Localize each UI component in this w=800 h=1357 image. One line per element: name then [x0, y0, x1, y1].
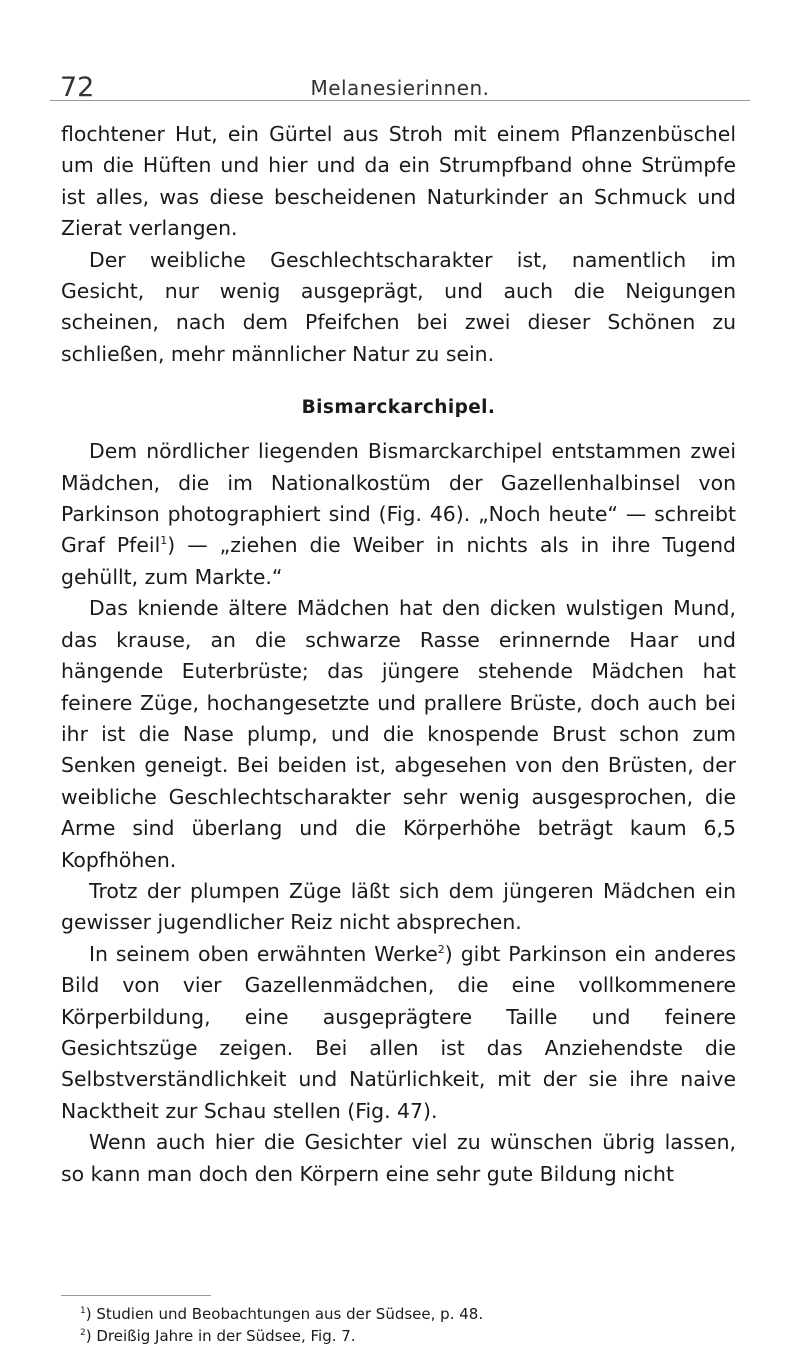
paragraph: flochtener Hut, ein Gürtel aus Stroh mit einem Pflanzenbüschel um die Hüften und hier und da ein Strumpfband ohne Strümpfe ist alles, was diese bescheidenen Naturkinder an Schmuck und Zierat verlangen.: [61, 122, 736, 241]
footnote-text: ) Dreißig Jahre in der Südsee, Fig. 7.: [85, 1327, 356, 1345]
paragraph-text: ) — „ziehen die Weiber in nichts als in ihre Tugend gehüllt, zum Markte.“: [61, 533, 736, 589]
footnote: [80, 1303, 483, 1325]
footnote-mark: 1: [80, 1306, 86, 1316]
footnote-rule: [61, 1295, 211, 1296]
paragraph-text: ) gibt Parkinson ein anderes Bild von vier Gazellenmädchen, die eine vollkommenere Körperbildung, eine ausgeprägtere Taille und feinere Gesichtszüge zeigen. Bei allen ist das Anziehendste die Selbstverständlichkeit und Natürlichkeit, mit der sie ihre naive Nacktheit zur Schau stellen (Fig. 47).: [61, 941, 736, 1123]
footnotes: [80, 1303, 483, 1347]
paragraph: Das kniende ältere Mädchen hat den dicken wulstigen Mund, das krause, an die schwarze Rasse erinnernde Haar und hängende Euterbrüste; das jüngere stehende Mädchen hat feinere Züge, hochangesetzte und prallere Brüste, doch auch bei ihr ist die Nase plump, und die knospende Brust schon zum Senken geneigt. Bei beiden ist, abgesehen von den Brüsten, der weibliche Geschlechtscharakter sehr wenig ausgesprochen, die Arme sind überlang und die Körperhöhe beträgt kaum 6,5 Kopfhöhen.: [61, 596, 736, 872]
body-text: [61, 119, 736, 1190]
paragraph: [61, 939, 736, 1127]
footnote-reference: 2: [437, 942, 445, 956]
paragraph: Trotz der plumpen Züge läßt sich dem jüngeren Mädchen ein gewisser jugendlicher Reiz nicht absprechen.: [61, 878, 736, 935]
paragraph: [61, 436, 736, 593]
footnote: [80, 1325, 483, 1347]
page-number: 72: [60, 72, 95, 103]
footnote-reference: 1: [160, 534, 168, 548]
footnote-text: ) Studien und Beobachtungen aus der Südsee, p. 48.: [85, 1305, 484, 1323]
section-heading: Bismarckarchipel.: [301, 397, 496, 419]
footnote-mark: 2: [80, 1328, 86, 1338]
paragraph-text: In seinem oben erwähnten Werke: [89, 941, 438, 966]
paragraph: Der weibliche Geschlechtscharakter ist, namentlich im Gesicht, nur wenig ausgeprägt, und auch die Neigungen scheinen, nach dem Pfeifchen bei zwei dieser Schönen zu schließen, mehr männlicher Natur zu sein.: [61, 247, 736, 366]
running-title: Melanesierinnen.: [310, 76, 490, 100]
header-rule: [50, 100, 750, 101]
paragraph: Wenn auch hier die Gesichter viel zu wünschen übrig lassen, so kann man doch den Körpern eine sehr gute Bildung nicht: [61, 1130, 736, 1186]
paragraph-text: Dem nördlicher liegenden Bismarckarchipel entstammen zwei Mädchen, die im Nationalkostüm der Gazellenhalbinsel von Parkinson photographiert sind (Fig. 46). „Noch heute“ — schreibt Graf Pfeil: [61, 439, 736, 558]
